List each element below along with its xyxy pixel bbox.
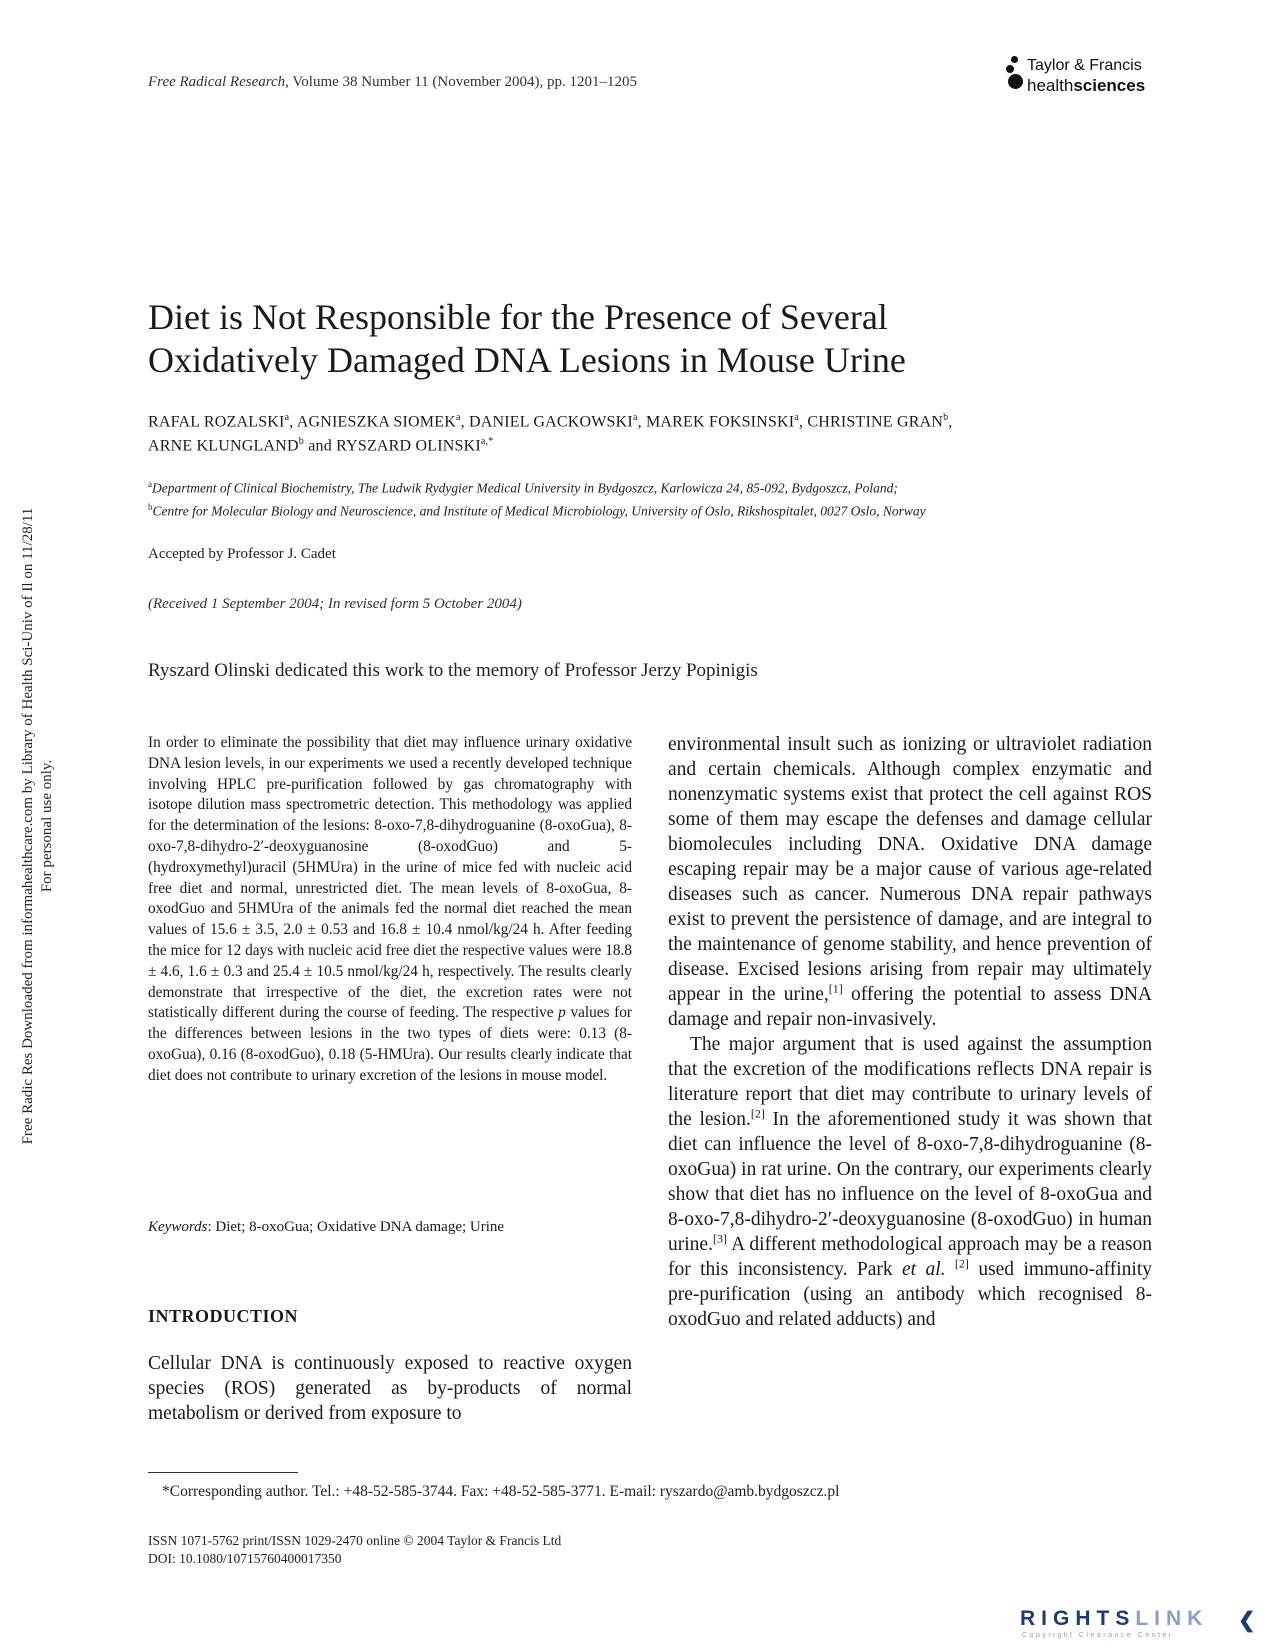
publisher-name: Taylor & Francis bbox=[1027, 57, 1142, 74]
download-notice-line-1: Free Radic Res Downloaded from informahealthcare.com by Library of Health Sci-Univ of Il on 11/28/11 bbox=[20, 507, 36, 1145]
body-text: A different methodological approach may be a reason for this inconsistency. Park bbox=[668, 1234, 1152, 1280]
issn-line: ISSN 1071-5762 print/ISSN 1029-2470 online © 2004 Taylor & Francis Ltd bbox=[148, 1533, 562, 1548]
footnote-divider bbox=[148, 1472, 298, 1473]
affiliation-b bbox=[148, 498, 1138, 521]
author: CHRISTINE GRAN bbox=[807, 413, 944, 431]
download-notice-line-2: For personal use only. bbox=[39, 759, 55, 893]
rightslink-arrow-icon: ❮ bbox=[1238, 1609, 1256, 1632]
abstract-text-2: values for the differences between lesions in the two types of diets were: 0.13 (8-oxoGua), 0.16 (8-oxodGuo), 0.18 (5-HMUra). Our results clearly indicate that diet does not contribute to urinary excretion of the lesions in mouse model. bbox=[148, 1004, 632, 1084]
affiliation-a bbox=[148, 475, 1138, 498]
affiliations bbox=[148, 475, 1138, 520]
author-separator: , bbox=[289, 413, 297, 431]
keywords-text: : Diet; 8-oxoGua; Oxidative DNA damage; Urine bbox=[207, 1219, 505, 1235]
keywords bbox=[148, 1219, 504, 1236]
body-text: offering the potential to assess DNA damage and repair non-invasively. bbox=[668, 984, 1152, 1030]
issn-doi bbox=[148, 1532, 561, 1568]
rightslink-rights: RIGHTS bbox=[1020, 1607, 1136, 1630]
author: MAREK FOKSINSKI bbox=[645, 413, 795, 431]
received-dates: (Received 1 September 2004; In revised form 5 October 2004) bbox=[148, 596, 522, 612]
abstract-text-1: In order to eliminate the possibility that diet may influence urinary oxidative DNA lesion levels, in our experiments we used a recently developed technique involving HPLC pre-purification followed by gas chromatography with isotope dilution mass spectrometric detection. This methodology was applied for the determination of the lesions: 8-oxo-7,8-dihydroguanine (8-oxoGua), 8-oxo-7,8-dihydro-2′-deoxyguanosine (8-oxodGuo) and 5-(hydroxymethyl)uracil (5HMUra) in the urine of mice fed with nucleic acid free diet and normal, unrestricted diet. The mean levels of 8-oxoGua, 8-oxodGuo and 5HMUra of the animals fed the normal diet reached the mean values of 15.6 ± 3.5, 2.0 ± 0.53 and 16.8 ± 10.4 nmol/kg/24 h. After feeding the mice for 12 days with nucleic acid free diet the respective values were 18.8 ± 4.6, 1.6 ± 0.3 and 25.4 ± 10.5 nmol/kg/24 h, respectively. The results clearly demonstrate that irrespective of the diet, the excretion rates were not statistically different during the course of feeding. The respective bbox=[148, 734, 632, 1022]
publisher-logo bbox=[1005, 54, 1175, 98]
body-text bbox=[946, 1259, 955, 1280]
author-affil-sup: b bbox=[943, 412, 949, 423]
imprint-regular: health bbox=[1027, 76, 1074, 95]
affiliation-sup: a bbox=[148, 479, 152, 489]
author-separator: , bbox=[948, 413, 953, 431]
abstract-p-symbol: p bbox=[558, 1004, 566, 1022]
citation-ref[interactable]: [2] bbox=[954, 1256, 969, 1271]
author: DANIEL GACKOWSKI bbox=[469, 413, 633, 431]
rightslink-subtitle: Copyright Clearance Center bbox=[1022, 1632, 1174, 1639]
doi-line: DOI: 10.1080/10715760400017350 bbox=[148, 1551, 342, 1566]
accepted-by: Accepted by Professor J. Cadet bbox=[148, 546, 336, 562]
journal-details: , Volume 38 Number 11 (November 2004), pp. 1201–1205 bbox=[285, 74, 637, 90]
right-column-body bbox=[668, 732, 1152, 1332]
journal-name: Free Radical Research bbox=[148, 74, 286, 90]
author-affil-sup: b bbox=[298, 436, 304, 448]
author-separator: and bbox=[304, 437, 337, 455]
author: ARNE KLUNGLAND bbox=[148, 437, 299, 455]
author-affil-sup: a bbox=[455, 412, 461, 423]
author-affil-sup: a bbox=[284, 412, 290, 423]
author-separator: , bbox=[460, 413, 470, 431]
rightslink-wordmark bbox=[1020, 1607, 1208, 1631]
section-heading-introduction: INTRODUCTION bbox=[148, 1306, 299, 1326]
affiliation-sup: b bbox=[148, 501, 153, 512]
body-text: environmental insult such as ionizing or ultraviolet radiation and certain chemicals. Although complex enzymatic and nonenzymatic systems exist that protect the cell against ROS some of them may escape the defenses and damage cellular biomolecules including DNA. Oxidative DNA damage escaping repair may be a major cause of various age-related diseases such as cancer. Numerous DNA repair pathways exist to prevent the persistence of damage, and are integral to the maintenance of genome stability, and hence prevention of disease. Excised lesions arising from repair may ultimately appear in the urine, bbox=[668, 734, 1152, 1005]
affiliation-text: Department of Clinical Biochemistry, The Ludwik Rydygier Medical University in Bydgoszcz, Karlowicza 24, 85-092, Bydgoszcz, Poland; bbox=[152, 480, 898, 496]
body-paragraph-1 bbox=[668, 732, 1152, 1032]
et-al: et al. bbox=[902, 1259, 946, 1280]
rightslink-logo[interactable] bbox=[1020, 1607, 1260, 1643]
body-text: used immuno-affinity pre-purification (using an antibody which recognised 8-oxodGuo and related adducts) and bbox=[668, 1259, 1152, 1330]
keywords-label: Keywords bbox=[148, 1219, 208, 1235]
body-text: The major argument that is used against the assumption that the excretion of the modifications reflects DNA repair is literature report that diet may contribute to urinary levels of the lesion. bbox=[668, 1034, 1152, 1130]
citation-ref[interactable]: [3] bbox=[712, 1231, 727, 1246]
affiliation-text: Centre for Molecular Biology and Neuroscience, and Institute of Medical Microbiology, University of Oslo, Rikshospitalet, 0027 Oslo, Norway bbox=[152, 503, 926, 518]
article-title bbox=[148, 296, 1128, 382]
author-affil-sup: a,* bbox=[480, 436, 494, 448]
author: RYSZARD OLINSKI bbox=[336, 437, 481, 455]
author-separator: , bbox=[637, 413, 646, 431]
author-list bbox=[148, 408, 1138, 457]
citation-ref[interactable]: [1] bbox=[828, 981, 843, 996]
imprint-bold: sciences bbox=[1073, 76, 1146, 95]
author: AGNIESZKA SIOMEK bbox=[296, 413, 456, 431]
body-paragraph-2 bbox=[668, 1032, 1152, 1332]
author-affil-sup: a bbox=[794, 412, 799, 423]
dedication: Ryszard Olinski dedicated this work to the memory of Professor Jerzy Popinigis bbox=[148, 660, 758, 681]
title-line-1: Diet is Not Responsible for the Presence of Several bbox=[148, 297, 888, 337]
body-text: In the aforementioned study it was shown that diet can influence the level of 8-oxo-7,8-dihydroguanine (8-oxoGua) in rat urine. On the contrary, our experiments clearly show that diet has no influence on the level of 8-oxoGua and 8-oxo-7,8-dihydro-2′-deoxyguanosine (8-oxodGuo) in human urine. bbox=[668, 1109, 1152, 1255]
download-notice-text bbox=[19, 508, 57, 1145]
author: RAFAL ROZALSKI bbox=[148, 413, 285, 431]
journal-citation bbox=[148, 74, 637, 91]
author-separator: , bbox=[798, 413, 808, 431]
publisher-imprint bbox=[1027, 76, 1145, 96]
citation-ref[interactable]: [2] bbox=[750, 1106, 765, 1121]
title-line-2: Oxidatively Damaged DNA Lesions in Mouse Urine bbox=[148, 340, 906, 380]
rightslink-link: LINK bbox=[1135, 1607, 1209, 1630]
abstract bbox=[148, 733, 632, 1087]
introduction-paragraph: Cellular DNA is continuously exposed to reactive oxygen species (ROS) generated as by-products of normal metabolism or derived from exposure to bbox=[148, 1353, 632, 1424]
author-affil-sup: a bbox=[632, 412, 638, 423]
corresponding-author-footnote: *Corresponding author. Tel.: +48-52-585-3744. Fax: +48-52-585-3771. E-mail: ryszardo@amb.bydgoszcz.pl bbox=[162, 1483, 840, 1500]
